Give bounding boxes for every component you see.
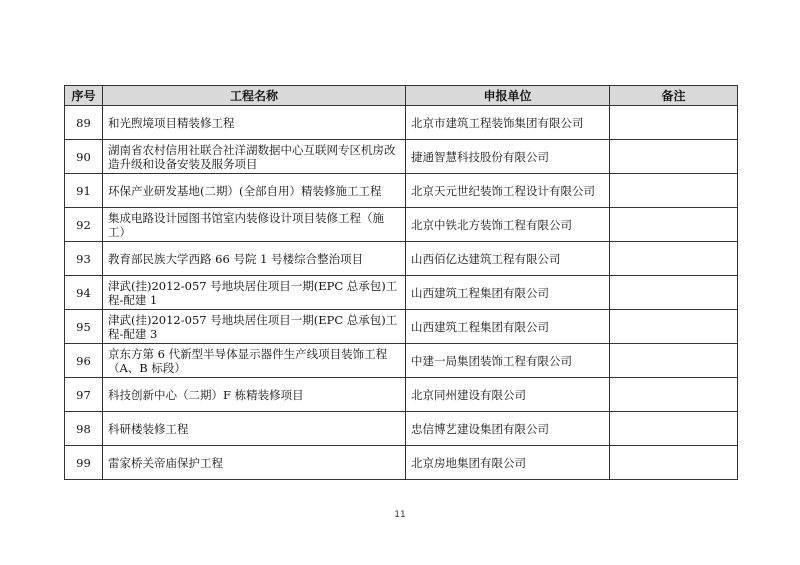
row-remarks — [610, 378, 738, 412]
table-body — [65, 106, 738, 480]
header-row — [65, 86, 738, 106]
row-remarks — [610, 276, 738, 310]
row-remarks — [610, 344, 738, 378]
table-row — [65, 344, 738, 378]
row-applicant-unit: 北京中铁北方装饰工程有限公司 — [406, 208, 610, 242]
row-serial-number: 96 — [65, 344, 103, 378]
row-applicant-unit: 北京市建筑工程装饰集团有限公司 — [406, 106, 610, 140]
row-serial-number: 95 — [65, 310, 103, 344]
table-row — [65, 140, 738, 174]
row-serial-number: 89 — [65, 106, 103, 140]
row-project-name: 京东方第 6 代新型半导体显示器件生产线项目装饰工程（A、B 标段） — [103, 344, 406, 378]
row-serial-number: 98 — [65, 412, 103, 446]
row-serial-number: 92 — [65, 208, 103, 242]
row-applicant-unit: 忠信博艺建设集团有限公司 — [406, 412, 610, 446]
table-row — [65, 378, 738, 412]
table-row — [65, 276, 738, 310]
row-project-name: 津武(挂)2012-057 号地块居住项目一期(EPC 总承包)工程-配建 1 — [103, 276, 406, 310]
row-project-name: 雷家桥关帝庙保护工程 — [103, 446, 406, 480]
row-project-name: 教育部民族大学西路 66 号院 1 号楼综合整治项目 — [103, 242, 406, 276]
row-applicant-unit: 山西佰亿达建筑工程有限公司 — [406, 242, 610, 276]
table-row — [65, 106, 738, 140]
row-applicant-unit: 中建一局集团装饰工程有限公司 — [406, 344, 610, 378]
row-applicant-unit: 北京同州建设有限公司 — [406, 378, 610, 412]
table-header — [65, 86, 738, 106]
row-serial-number: 94 — [65, 276, 103, 310]
row-serial-number: 91 — [65, 174, 103, 208]
page-number: 11 — [394, 510, 406, 520]
row-project-name: 津武(挂)2012-057 号地块居住项目一期(EPC 总承包)工程-配建 3 — [103, 310, 406, 344]
header-remarks: 备注 — [610, 86, 738, 106]
row-serial-number: 93 — [65, 242, 103, 276]
row-remarks — [610, 446, 738, 480]
row-project-name: 科技创新中心（二期）F 栋精装修项目 — [103, 378, 406, 412]
row-serial-number: 97 — [65, 378, 103, 412]
row-applicant-unit: 山西建筑工程集团有限公司 — [406, 276, 610, 310]
header-applicant-unit: 申报单位 — [406, 86, 610, 106]
row-remarks — [610, 208, 738, 242]
row-project-name: 集成电路设计园图书馆室内装修设计项目装修工程（施工） — [103, 208, 406, 242]
table-row — [65, 242, 738, 276]
project-table — [64, 85, 738, 480]
table-row — [65, 174, 738, 208]
row-remarks — [610, 174, 738, 208]
row-applicant-unit: 捷通智慧科技股份有限公司 — [406, 140, 610, 174]
header-serial-number: 序号 — [65, 86, 103, 106]
row-project-name: 和光煦境项目精装修工程 — [103, 106, 406, 140]
table-row — [65, 208, 738, 242]
row-serial-number: 99 — [65, 446, 103, 480]
row-remarks — [610, 242, 738, 276]
row-serial-number: 90 — [65, 140, 103, 174]
row-remarks — [610, 106, 738, 140]
row-project-name: 科研楼装修工程 — [103, 412, 406, 446]
row-applicant-unit: 北京房地集团有限公司 — [406, 446, 610, 480]
header-project-name: 工程名称 — [103, 86, 406, 106]
row-project-name: 湖南省农村信用社联合社洋湖数据中心互联网专区机房改造升级和设备安装及服务项目 — [103, 140, 406, 174]
row-project-name: 环保产业研发基地(二期）(全部自用）精装修施工工程 — [103, 174, 406, 208]
row-remarks — [610, 140, 738, 174]
row-remarks — [610, 412, 738, 446]
row-applicant-unit: 山西建筑工程集团有限公司 — [406, 310, 610, 344]
row-applicant-unit: 北京天元世纪装饰工程设计有限公司 — [406, 174, 610, 208]
table-row — [65, 412, 738, 446]
row-remarks — [610, 310, 738, 344]
table-row — [65, 310, 738, 344]
table-row — [65, 446, 738, 480]
